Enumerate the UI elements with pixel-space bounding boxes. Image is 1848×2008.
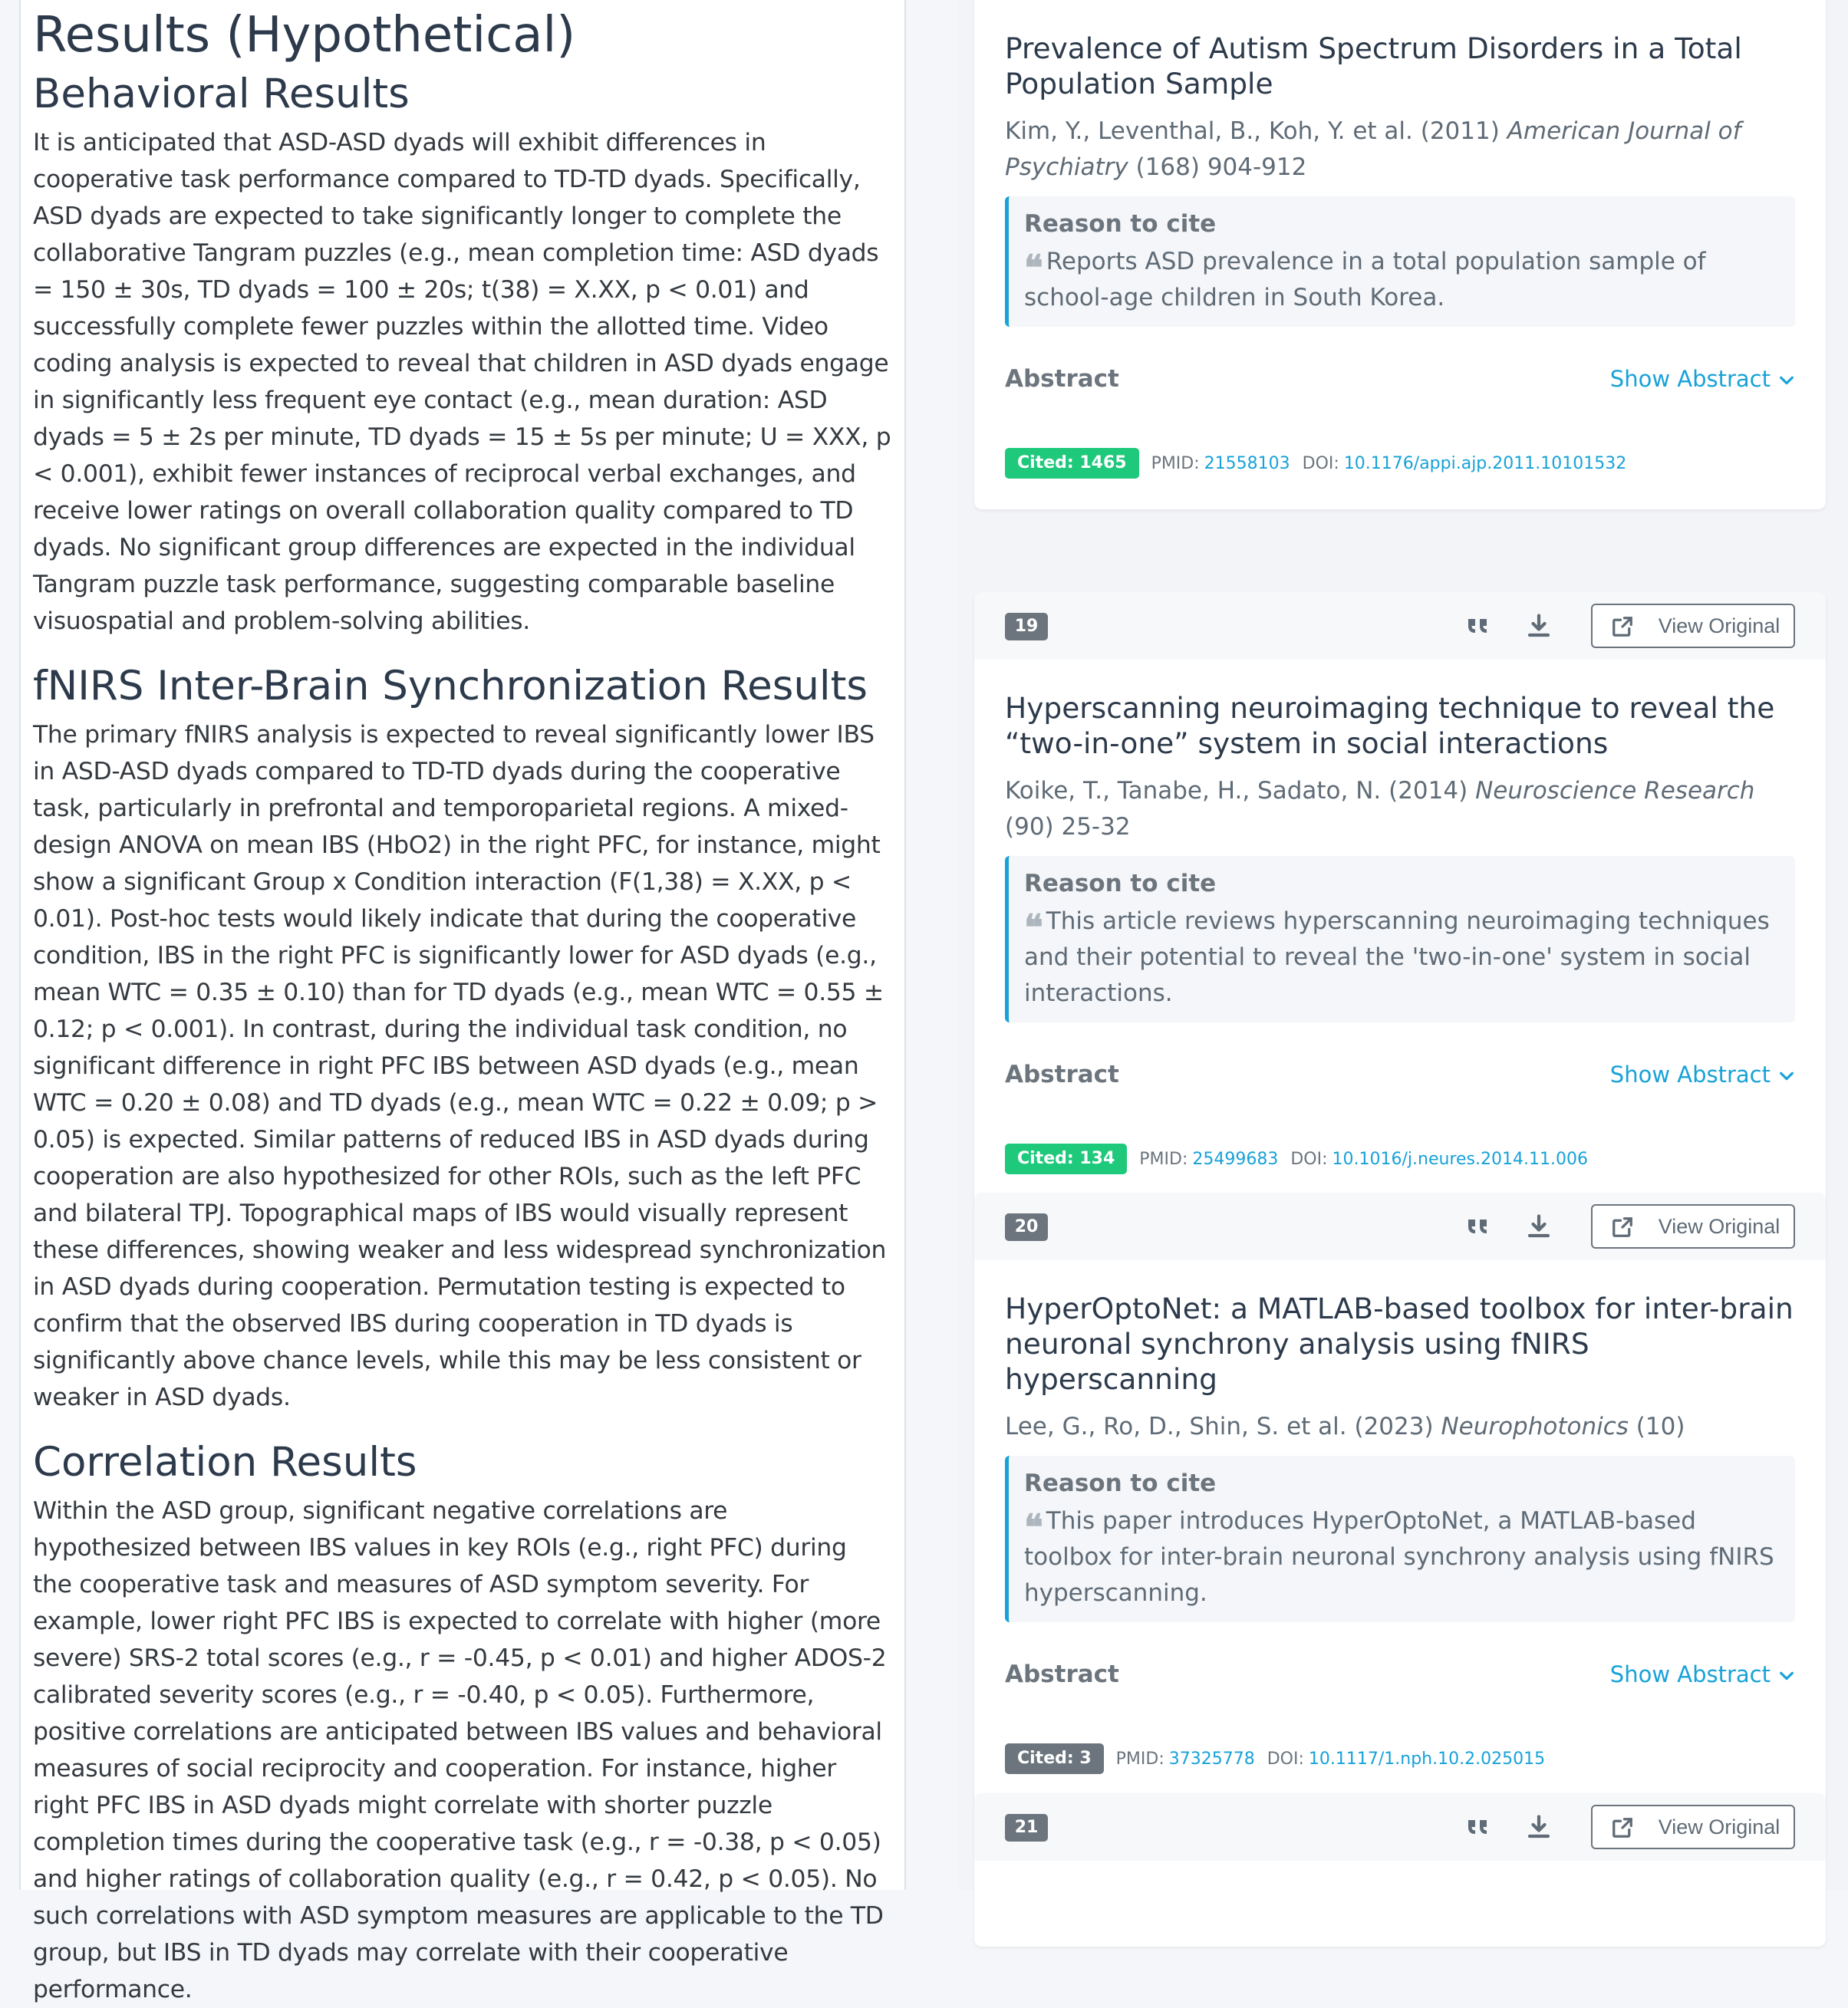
- cited-badge: Cited: 3: [1005, 1743, 1104, 1774]
- paper-title: Hyperscanning neuroimaging technique to reveal the “two-in-one” system in social interactions: [1005, 691, 1775, 760]
- pmid-label: PMID:: [1115, 1749, 1164, 1769]
- reason-title: Reason to cite: [1024, 1470, 1217, 1497]
- paper-citation: [1005, 1409, 1795, 1445]
- paper-title: HyperOptoNet: a MATLAB-based toolbox for inter-brain neuronal synchrony analysis using fNIRS hyperscanning: [1005, 1292, 1794, 1396]
- reference-card: [974, 0, 1826, 509]
- reference-card: [974, 1793, 1826, 1947]
- paper-volume-pages: (10): [1636, 1413, 1685, 1440]
- reference-card-header: [974, 592, 1826, 660]
- view-original-button[interactable]: [1591, 604, 1795, 648]
- pmid-link[interactable]: 25499683: [1192, 1149, 1279, 1169]
- abstract-row: [1005, 1052, 1795, 1098]
- chevron-down-icon: [1778, 372, 1795, 389]
- reason-text: Reports ASD prevalence in a total population sample of school-age children in South Korea.: [1024, 248, 1706, 311]
- external-link-icon: [1611, 1216, 1634, 1239]
- section-paragraph: Within the ASD group, significant negative correlations are hypothesized between IBS values in key ROIs (e.g., right PFC) during the cooperative task and measures of ASD symptom severity. For example, lower right PFC IBS is expected to correlate with higher (more severe) SRS-2 total scores (e.g., r = -0.45, p < 0.01) and higher ADOS-2 calibrated severity scores (e.g., r = -0.40, p < 0.05). Furthermore, positive correlations are anticipated between IBS values and behavioral measures of social reciprocity and cooperation. For instance, higher right PFC IBS in ASD dyads might correlate with shorter puzzle completion times during the cooperative task (e.g., r = -0.38, p < 0.05) and higher ratings of collaboration quality (e.g., r = 0.42, p < 0.05). No such correlations with ASD symptom measures are applicable to the TD group, but IBS in TD dyads may correlate with their cooperative performance.: [33, 1497, 887, 2003]
- show-abstract-toggle[interactable]: Show Abstract: [1610, 1651, 1795, 1697]
- pmid-link[interactable]: 21558103: [1204, 453, 1290, 473]
- reason-title: Reason to cite: [1024, 210, 1217, 238]
- section-heading: fNIRS Inter-Brain Synchronization Results: [33, 663, 868, 709]
- doi-label: DOI:: [1302, 453, 1339, 473]
- doi-link[interactable]: 10.1176/appi.ajp.2011.10101532: [1343, 453, 1627, 473]
- document-pane: [19, 0, 906, 2003]
- paper-meta: [1005, 1743, 1795, 1774]
- view-original-label: View Original: [1658, 1215, 1780, 1238]
- section-heading: Behavioral Results: [33, 71, 410, 117]
- pmid-label: PMID:: [1151, 453, 1200, 473]
- references-pane: [957, 0, 1848, 1890]
- paper-meta: [1005, 1144, 1795, 1174]
- abstract-row: [1005, 356, 1795, 402]
- doi-label: DOI:: [1267, 1749, 1304, 1769]
- reference-card-header: [974, 1193, 1826, 1260]
- quote-icon: ❝: [1024, 1506, 1043, 1548]
- chevron-down-icon: [1778, 1667, 1795, 1684]
- pmid-link[interactable]: 37325778: [1168, 1749, 1255, 1769]
- paper-authors: Kim, Y., Leventhal, B., Koh, Y. et al. (2011): [1005, 117, 1500, 145]
- paper-meta: [1005, 448, 1795, 479]
- reason-box: [1005, 196, 1795, 327]
- show-abstract-toggle[interactable]: Show Abstract: [1610, 1052, 1795, 1098]
- reference-number-badge: 20: [1005, 1213, 1048, 1241]
- cited-badge: Cited: 1465: [1005, 448, 1139, 479]
- view-original-label: View Original: [1658, 1815, 1780, 1838]
- download-icon[interactable]: [1525, 612, 1553, 640]
- external-link-icon: [1611, 615, 1634, 638]
- abstract-row: [1005, 1651, 1795, 1697]
- reason-text: This paper introduces HyperOptoNet, a MATLAB-based toolbox for inter-brain neuronal synchrony analysis using fNIRS hyperscanning.: [1024, 1507, 1774, 1607]
- chevron-down-icon: [1778, 1068, 1795, 1085]
- doi-link[interactable]: 10.1117/1.nph.10.2.025015: [1308, 1749, 1546, 1769]
- quote-cite-icon[interactable]: [1464, 1813, 1491, 1841]
- paper-title: Prevalence of Autism Spectrum Disorders in a Total Population Sample: [1005, 31, 1742, 100]
- reason-box: [1005, 1456, 1795, 1622]
- reference-card-header: [974, 1793, 1826, 1861]
- paper-authors: Lee, G., Ro, D., Shin, S. et al. (2023): [1005, 1413, 1434, 1440]
- external-link-icon: [1611, 1816, 1634, 1839]
- doi-label: DOI:: [1290, 1149, 1328, 1169]
- abstract-label: Abstract: [1005, 365, 1119, 393]
- reference-card: [974, 1193, 1826, 1805]
- cited-badge: Cited: 134: [1005, 1144, 1127, 1174]
- view-original-label: View Original: [1658, 614, 1780, 637]
- reference-number-badge: 19: [1005, 613, 1048, 640]
- reason-box: [1005, 856, 1795, 1022]
- paper-journal: Neurophotonics: [1441, 1413, 1629, 1440]
- paper-journal: American Journal of Psychiatry: [1005, 117, 1741, 181]
- quote-icon: ❝: [1024, 247, 1043, 288]
- paper-volume-pages: (90) 25-32: [1005, 813, 1131, 841]
- quote-icon: ❝: [1024, 907, 1043, 948]
- abstract-label: Abstract: [1005, 1061, 1119, 1088]
- doi-link[interactable]: 10.1016/j.neures.2014.11.006: [1332, 1149, 1588, 1169]
- quote-cite-icon[interactable]: [1464, 1213, 1491, 1240]
- paper-citation: [1005, 114, 1795, 186]
- view-original-button[interactable]: [1591, 1204, 1795, 1249]
- paper-volume-pages: (168) 904-912: [1135, 153, 1307, 181]
- section-paragraph: The primary fNIRS analysis is expected to reveal significantly lower IBS in ASD-ASD dyads compared to TD-TD dyads during the cooperative task, particularly in prefrontal and temporoparietal regions. A mixed-design ANOVA on mean IBS (HbO2) in the right PFC, for instance, might show a significant Group x Condition interaction (F(1,38) = X.XX, p < 0.01). Post-hoc tests would likely indicate that during the cooperative condition, IBS in the right PFC is significantly lower for ASD dyads (e.g., mean WTC = 0.35 ± 0.10) than for TD dyads (e.g., mean WTC = 0.55 ± 0.12; p < 0.001). In contrast, during the individual task condition, no significant difference in right PFC IBS between ASD dyads (e.g., mean WTC = 0.20 ± 0.08) and TD dyads (e.g., mean WTC = 0.22 ± 0.09; p > 0.05) is expected. Similar patterns of reduced IBS in ASD dyads during cooperation are also hypothesized for other ROIs, such as the left PFC and bilateral TPJ. Topographical maps of IBS would visually represent these differences, showing weaker and less widespread synchronization in ASD dyads during cooperation. Permutation testing is expected to confirm that the observed IBS during cooperation in TD dyads is significantly above chance levels, while this may be less consistent or weaker in ASD dyads.: [33, 721, 887, 1411]
- abstract-label: Abstract: [1005, 1661, 1119, 1688]
- paper-authors: Koike, T., Tanabe, H., Sadato, N. (2014): [1005, 777, 1468, 805]
- show-abstract-toggle[interactable]: Show Abstract: [1610, 356, 1795, 402]
- page-title: Results (Hypothetical): [33, 7, 576, 64]
- view-original-button[interactable]: [1591, 1805, 1795, 1849]
- section-heading: Correlation Results: [33, 1439, 417, 1486]
- reason-text: This article reviews hyperscanning neuroimaging techniques and their potential to reveal the 'two-in-one' system in social interactions.: [1024, 907, 1770, 1007]
- paper-citation: [1005, 773, 1795, 845]
- reference-card: [974, 592, 1826, 1205]
- quote-cite-icon[interactable]: [1464, 612, 1491, 640]
- download-icon[interactable]: [1525, 1813, 1553, 1841]
- reason-title: Reason to cite: [1024, 870, 1217, 897]
- reference-number-badge: 21: [1005, 1814, 1048, 1842]
- pmid-label: PMID:: [1139, 1149, 1188, 1169]
- download-icon[interactable]: [1525, 1213, 1553, 1240]
- section-paragraph: It is anticipated that ASD-ASD dyads will exhibit differences in cooperative task performance compared to TD-TD dyads. Specifically, ASD dyads are expected to take significantly longer to complete the collaborative Tangram puzzles (e.g., mean completion time: ASD dyads = 150 ± 30s, TD dyads = 100 ± 20s; t(38) = X.XX, p < 0.01) and successfully complete fewer puzzles within the allotted time. Video coding analysis is expected to reveal that children in ASD dyads engage in significantly less frequent eye contact (e.g., mean duration: ASD dyads = 5 ± 2s per minute, TD dyads = 15 ± 5s per minute; U = XXX, p < 0.001), exhibit fewer instances of reciprocal verbal exchanges, and receive lower ratings on overall collaboration quality compared to TD dyads. No significant group differences are expected in the individual Tangram puzzle task performance, suggesting comparable baseline visuospatial and problem-solving abilities.: [33, 129, 891, 635]
- paper-journal: Neuroscience Research: [1475, 777, 1755, 805]
